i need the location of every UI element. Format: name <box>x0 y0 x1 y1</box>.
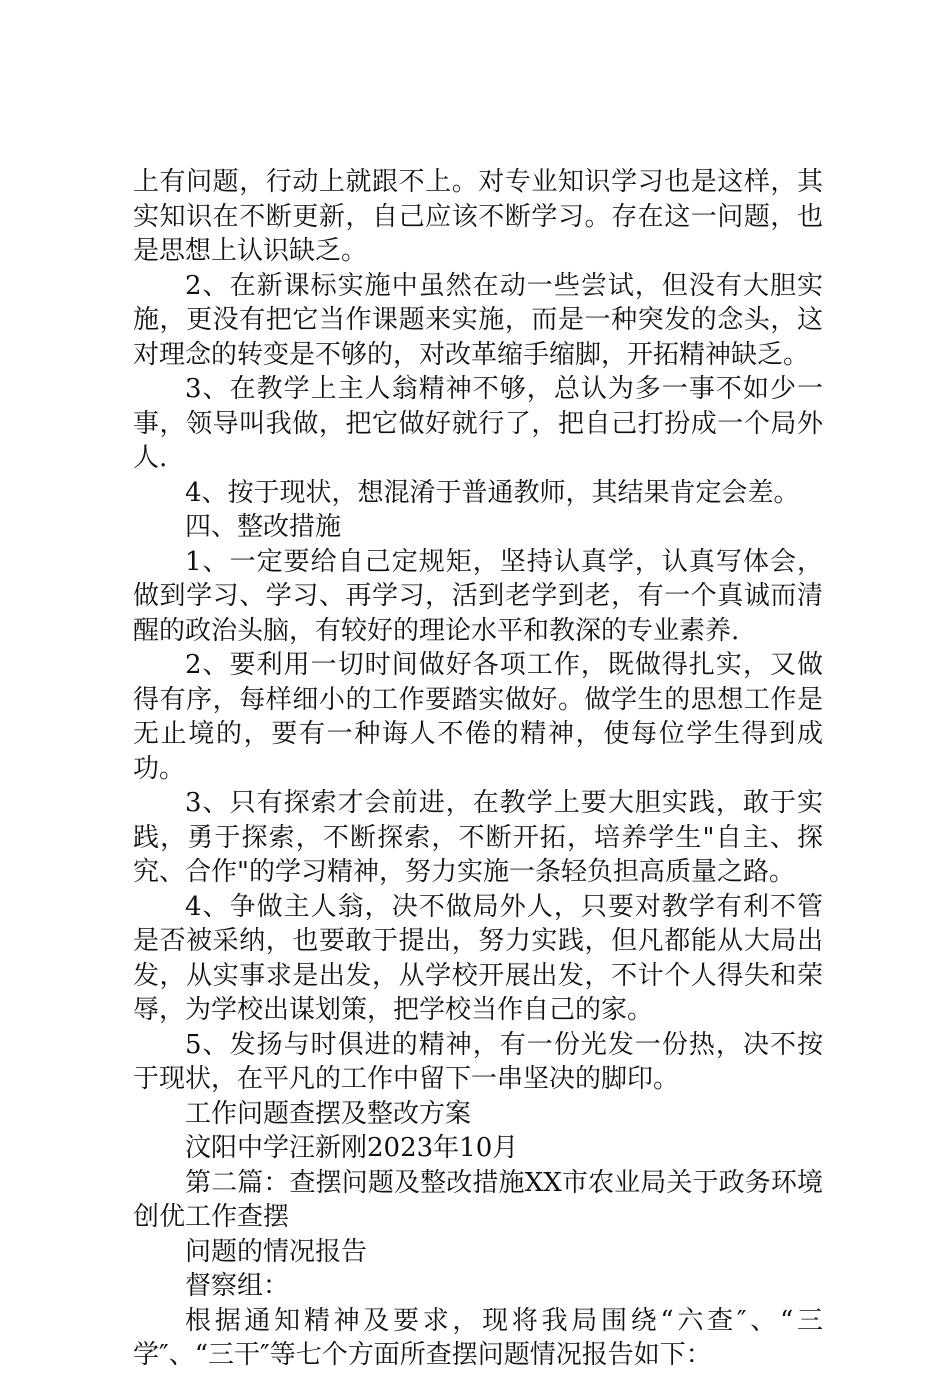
part-two-heading: 第二篇：查摆问题及整改措施XX市农业局关于政务环境创优工作查摆 <box>133 1167 823 1232</box>
section-heading-rectification: 四、整改措施 <box>185 512 342 542</box>
document-title-line: 工作问题查摆及整改方案 <box>185 1098 472 1129</box>
report-title-line: 问题的情况报告 <box>185 1236 368 1267</box>
paragraph-2: 2、在新课标实施中虽然在动一些尝试，但没有大胆实施，更没有把它当作课题来实施，而是一种突发的念头，这对理念的转变是不够的，对改革缩手缩脚，开拓精神缺乏。 <box>133 270 823 370</box>
paragraph-measure-1: 1、一定要给自己定规矩，坚持认真学，认真写体会，做到学习、学习、再学习，活到老学到老，有一个真诚而清醒的政治头脑，有较好的理论水平和教深的专业素养. <box>133 546 823 646</box>
document-body <box>133 165 823 1373</box>
report-intro-paragraph: 根据通知精神及要求，现将我局围绕“六查″、“三学″、“三干″等七个方面所查摆问题情况报告如下： <box>133 1305 823 1370</box>
paragraph-measure-5: 5、发扬与时俱进的精神，有一份光发一份热，决不按于现状，在平凡的工作中留下一串坚决的脚印。 <box>133 1029 823 1094</box>
salutation-line: 督察组： <box>185 1271 290 1301</box>
paragraph-4: 4、按于现状，想混淆于普通教师，其结果肯定会差。 <box>185 477 800 508</box>
paragraph-measure-4: 4、争做主人翁，决不做局外人，只要对教学有利不管是否被采纳，也要敢于提出，努力实践，但凡都能从大局出发，从实事求是出发，从学校开展出发，不计个人得失和荣辱，为学校出谋划策，把学校当作自己的家。 <box>133 891 823 1025</box>
paragraph-measure-3: 3、只有探索才会前进，在教学上要大胆实践，敢于实践，勇于探索，不断探索，不断开拓，培养学生"自主、探究、合作"的学习精神，努力实施一条轻负担高质量之路。 <box>133 788 823 887</box>
author-date-line: 汶阳中学汪新刚2023年10月 <box>185 1133 519 1163</box>
paragraph-1: 上有问题，行动上就跟不上。对专业知识学习也是这样，其实知识在不断更新，自己应该不断学习。存在这一问题，也是思想上认识缺乏。 <box>133 167 823 266</box>
paragraph-measure-2: 2、要利用一切时间做好各项工作，既做得扎实，又做得有序，每样细小的工作要踏实做好。做学生的思想工作是无止境的，要有一种诲人不倦的精神，使每位学生得到成功。 <box>133 650 823 784</box>
paragraph-3: 3、在教学上主人翁精神不够，总认为多一事不如少一事，领导叫我做，把它做好就行了，把自己打扮成一个局外人. <box>133 374 823 473</box>
